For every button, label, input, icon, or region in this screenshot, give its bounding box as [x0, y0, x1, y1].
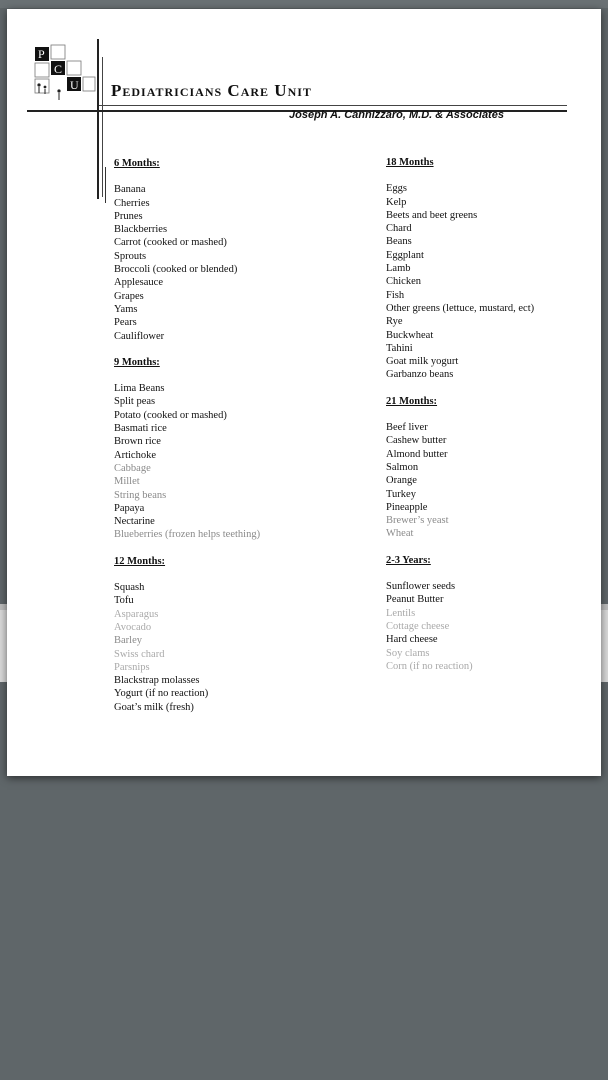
list-item: Tahini	[386, 342, 413, 354]
list-item: Millet	[114, 476, 140, 488]
list-item: Lima Beans	[114, 383, 165, 395]
list-item: Carrot (cooked or mashed)	[114, 237, 227, 249]
list-item: Sunflower seeds	[386, 581, 456, 593]
list-item: Cabbage	[114, 462, 151, 474]
top-strip	[0, 0, 608, 8]
header-horizontal-rule-thin	[99, 105, 567, 106]
list-item: Hard cheese	[386, 634, 438, 646]
list-item: Blueberries (frozen helps teething)	[114, 529, 261, 541]
document-page	[7, 9, 601, 776]
list-item: Lamb	[386, 263, 411, 275]
list-item: Fish	[386, 289, 405, 301]
list-item: Brewer’s yeast	[386, 515, 449, 527]
list-item: Cherries	[114, 197, 150, 209]
list-item: Applesauce	[114, 277, 163, 289]
list-item: Potato (cooked or mashed)	[114, 409, 227, 421]
list-item: Nectarine	[114, 516, 155, 528]
logo-letter-u: U	[70, 78, 79, 92]
list-item: Corn (if no reaction)	[386, 660, 473, 672]
list-item: Papaya	[114, 502, 145, 514]
list-item: Other greens (lettuce, mustard, ect)	[386, 302, 535, 314]
list-item: Pears	[114, 317, 137, 329]
list-item: Soy clams	[386, 647, 430, 659]
list-item: Beets and beet greens	[386, 209, 478, 221]
header-vertical-rule-thin	[102, 57, 103, 197]
section-heading-12-months: 12 Months:	[114, 555, 166, 567]
list-item: Artichoke	[114, 449, 156, 461]
list-item: Swiss chard	[114, 648, 165, 660]
list-item: Eggs	[386, 183, 407, 195]
list-21-months	[386, 421, 596, 541]
left-column	[114, 157, 354, 727]
list-item: Sprouts	[114, 250, 147, 262]
list-6-months	[114, 183, 354, 343]
logo-letter-p: P	[38, 47, 45, 61]
list-item: Garbanzo beans	[386, 369, 454, 381]
list-item: Split peas	[114, 396, 156, 408]
list-item: Cauliflower	[114, 330, 165, 342]
list-item: Almond butter	[386, 448, 448, 460]
header-vertical-rule	[97, 39, 99, 199]
section-heading-21-months: 21 Months:	[386, 395, 438, 407]
list-item: Blackberries	[114, 224, 168, 236]
document-title: Pediatricians Care Unit	[111, 81, 312, 100]
list-item: Broccoli (cooked or blended)	[114, 264, 238, 276]
list-item: Parsnips	[114, 661, 150, 673]
list-item: Kelp	[386, 196, 407, 208]
logo-letter-c: C	[54, 62, 63, 76]
list-item: Beans	[386, 236, 412, 248]
list-item: Brown rice	[114, 436, 161, 448]
list-item: Peanut Butter	[386, 594, 444, 606]
list-item: Yams	[114, 303, 138, 315]
list-item: Orange	[386, 475, 417, 487]
list-item: Salmon	[386, 461, 419, 473]
list-item: Eggplant	[386, 249, 424, 261]
list-item: Buckwheat	[386, 329, 434, 341]
list-2-3-years	[386, 580, 596, 673]
list-item: Goat’s milk (fresh)	[114, 701, 194, 713]
list-item: Chard	[386, 223, 412, 235]
list-18-months	[386, 182, 596, 381]
section-heading-18-months: 18 Months	[386, 157, 434, 168]
section-heading-6-months: 6 Months:	[114, 158, 160, 169]
list-item: Wheat	[386, 528, 414, 540]
list-item: Tofu	[114, 595, 134, 607]
list-item: Squash	[114, 582, 145, 594]
list-item: Barley	[114, 635, 142, 647]
list-item: Blackstrap molasses	[114, 675, 200, 687]
list-item: Basmati rice	[114, 423, 167, 435]
list-item: Banana	[114, 184, 146, 196]
margin-mark	[105, 167, 106, 203]
list-item: Rye	[386, 316, 403, 328]
list-item: Goat milk yogurt	[386, 356, 459, 368]
list-item: Beef liver	[386, 422, 428, 434]
list-item: Chicken	[386, 276, 421, 288]
list-item: Avocado	[114, 621, 152, 633]
list-item: Yogurt (if no reaction)	[114, 688, 209, 700]
document-subtitle: Joseph A. Cannizzaro, M.D. & Associates	[289, 109, 504, 121]
right-column	[386, 156, 596, 686]
list-12-months	[114, 581, 354, 714]
list-item: Asparagus	[114, 608, 159, 620]
list-item: Pineapple	[386, 501, 428, 513]
pcu-logo-icon	[33, 43, 97, 103]
list-9-months	[114, 382, 354, 542]
list-item: Turkey	[386, 488, 416, 500]
list-item: Cottage cheese	[386, 620, 450, 632]
list-item: Lentils	[386, 607, 416, 619]
list-item: String beans	[114, 489, 167, 501]
section-heading-2-3-years: 2-3 Years:	[386, 554, 431, 566]
list-item: Prunes	[114, 210, 143, 222]
list-item: Grapes	[114, 290, 144, 302]
section-heading-9-months: 9 Months:	[114, 356, 160, 368]
list-item: Cashew butter	[386, 435, 447, 447]
